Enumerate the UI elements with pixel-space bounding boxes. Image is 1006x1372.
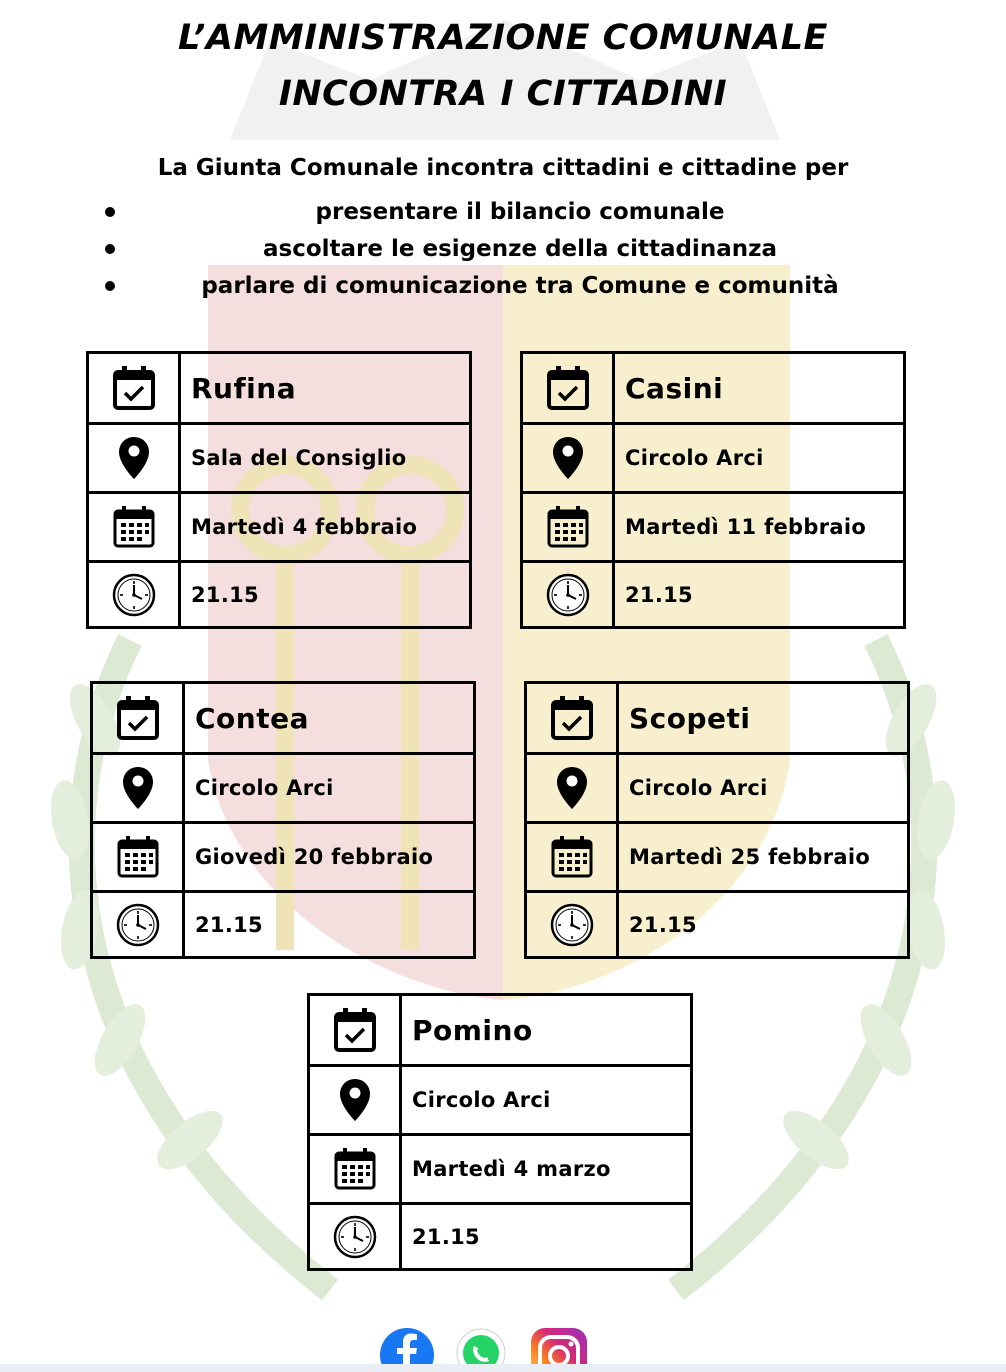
calendar-check-icon	[527, 684, 619, 752]
clock-icon	[89, 563, 181, 626]
title-line-1: L’AMMINISTRAZIONE COMUNALE	[178, 18, 828, 58]
bullet-dot	[105, 281, 115, 291]
calendar-check-icon	[89, 354, 181, 422]
event-place-row	[523, 422, 903, 491]
event-time-row	[310, 1202, 690, 1268]
event-time-row	[89, 560, 469, 626]
bullet-item	[0, 233, 1006, 269]
event-name-row	[93, 684, 473, 752]
event-name-row	[89, 354, 469, 422]
bullet-item	[0, 196, 1006, 232]
event-date: Martedì 11 febbraio	[625, 515, 867, 539]
title-line-2: INCONTRA I CITTADINI	[278, 74, 728, 114]
calendar-grid-icon	[89, 494, 181, 560]
event-date-row	[527, 821, 907, 890]
event-time: 21.15	[625, 582, 693, 607]
calendar-grid-icon	[527, 824, 619, 890]
event-place-row	[310, 1064, 690, 1133]
event-place: Sala del Consiglio	[191, 446, 407, 470]
event-name-row	[527, 684, 907, 752]
map-pin-icon	[523, 425, 615, 491]
event-place-row	[93, 752, 473, 821]
event-date: Martedì 4 marzo	[412, 1157, 611, 1181]
calendar-check-icon	[523, 354, 615, 422]
calendar-check-icon	[93, 684, 185, 752]
bullet-item	[0, 270, 1006, 306]
event-name: Pomino	[412, 1013, 533, 1047]
bullet-text: presentare il bilancio comunale	[315, 199, 725, 225]
event-time-row	[523, 560, 903, 626]
bullet-text: ascoltare le esigenze della cittadinanza	[263, 236, 777, 262]
event-card-scopeti	[524, 681, 910, 959]
intro-lead: La Giunta Comunale incontra cittadini e cittadine per	[157, 155, 849, 181]
event-date-row	[89, 491, 469, 560]
event-date: Martedì 4 febbraio	[191, 515, 418, 539]
event-place: Circolo Arci	[625, 446, 764, 470]
calendar-check-icon	[310, 996, 402, 1064]
event-card-rufina	[86, 351, 472, 629]
event-date-row	[93, 821, 473, 890]
event-name-row	[523, 354, 903, 422]
event-place: Circolo Arci	[195, 776, 334, 800]
clock-icon	[527, 893, 619, 956]
event-name: Rufina	[191, 371, 297, 405]
map-pin-icon	[310, 1067, 402, 1133]
event-time: 21.15	[195, 912, 263, 937]
event-date-row	[310, 1133, 690, 1202]
event-name-row	[310, 996, 690, 1064]
map-pin-icon	[89, 425, 181, 491]
event-time: 21.15	[629, 912, 697, 937]
calendar-grid-icon	[93, 824, 185, 890]
calendar-grid-icon	[523, 494, 615, 560]
clock-icon	[310, 1205, 402, 1268]
bullet-dot	[105, 244, 115, 254]
event-place: Circolo Arci	[412, 1088, 551, 1112]
event-date: Martedì 25 febbraio	[629, 845, 871, 869]
clock-icon	[523, 563, 615, 626]
map-pin-icon	[527, 755, 619, 821]
bottom-strip	[0, 1364, 1006, 1372]
map-pin-icon	[93, 755, 185, 821]
clock-icon	[93, 893, 185, 956]
event-time-row	[93, 890, 473, 956]
event-date: Giovedì 20 febbraio	[195, 845, 434, 869]
event-name: Casini	[625, 371, 724, 405]
bullet-dot	[105, 207, 115, 217]
event-place-row	[527, 752, 907, 821]
event-card-pomino	[307, 993, 693, 1271]
event-time-row	[527, 890, 907, 956]
event-place-row	[89, 422, 469, 491]
event-card-contea	[90, 681, 476, 959]
event-date-row	[523, 491, 903, 560]
event-card-casini	[520, 351, 906, 629]
event-time: 21.15	[191, 582, 259, 607]
event-place: Circolo Arci	[629, 776, 768, 800]
event-name: Contea	[195, 701, 309, 735]
bullet-text: parlare di comunicazione tra Comune e comunità	[201, 273, 839, 299]
event-name: Scopeti	[629, 701, 751, 735]
calendar-grid-icon	[310, 1136, 402, 1202]
event-time: 21.15	[412, 1224, 480, 1249]
